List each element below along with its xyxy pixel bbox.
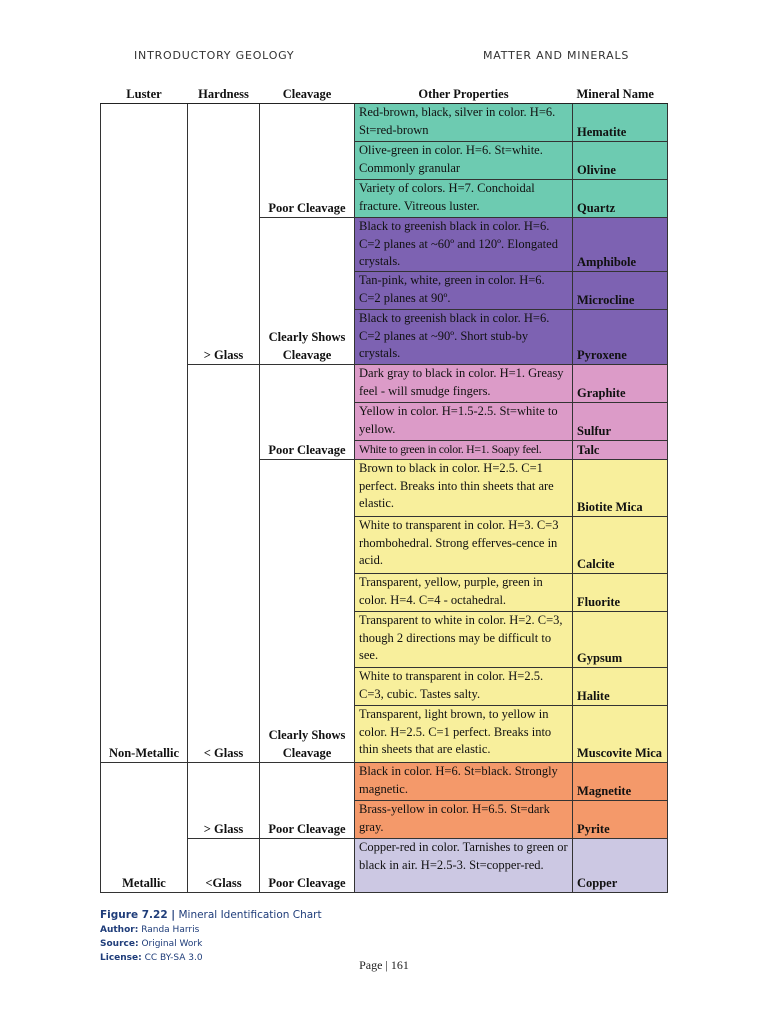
header-cleavage: Cleavage <box>260 83 355 104</box>
mineral-name-cell: Calcite <box>573 517 668 574</box>
other-properties-cell: Transparent to white in color. H=2. C=3, though 2 directions may be difficult to see. <box>355 612 573 668</box>
header-other-properties: Other Properties <box>355 83 573 104</box>
hardness-greater-than-glass: > Glass <box>188 763 260 839</box>
running-head-left: INTRODUCTORY GEOLOGY <box>134 49 295 62</box>
mineral-name-cell: Pyrite <box>573 801 668 839</box>
cleavage-poor: Poor Cleavage <box>260 763 355 839</box>
source-line <box>100 937 322 951</box>
luster-non-metallic: Non-Metallic <box>101 104 188 763</box>
header-mineral-name: Mineral Name <box>573 83 668 104</box>
author-value: Randa Harris <box>141 925 200 935</box>
license-label: License: <box>100 953 142 963</box>
hardness-greater-than-glass: > Glass <box>188 104 260 365</box>
other-properties-cell: Transparent, light brown, to yellow in color. H=2.5. C=1 perfect. Breaks into thin sheets that are elastic. <box>355 706 573 763</box>
mineral-name-cell: Amphibole <box>573 218 668 272</box>
other-properties-cell: White to green in color. H=1. Soapy feel. <box>355 441 573 460</box>
cleavage-poor: Poor Cleavage <box>260 104 355 218</box>
source-label: Source: <box>100 939 139 949</box>
other-properties-cell: White to transparent in color. H=2.5. C=3, cubic. Tastes salty. <box>355 668 573 706</box>
header-luster: Luster <box>101 83 188 104</box>
mineral-name-cell: Gypsum <box>573 612 668 668</box>
header-hardness: Hardness <box>188 83 260 104</box>
other-properties-cell: Red-brown, black, silver in color. H=6. St=red-brown <box>355 104 573 142</box>
cleavage-clearly-shows: Clearly Shows Cleavage <box>260 218 355 365</box>
mineral-name-cell: Quartz <box>573 180 668 218</box>
table-header-row <box>101 83 668 104</box>
other-properties-cell: Black to greenish black in color. H=6. C=2 planes at ~60º and 120º. Elongated crystals. <box>355 218 573 272</box>
other-properties-cell: Brown to black in color. H=2.5. C=1 perfect. Breaks into thin sheets that are elastic. <box>355 460 573 517</box>
table-row <box>101 104 668 142</box>
mineral-name-cell: Hematite <box>573 104 668 142</box>
other-properties-cell: Black to greenish black in color. H=6. C=2 planes at ~90º. Short stub-by crystals. <box>355 310 573 365</box>
figure-title-line <box>100 908 322 923</box>
figure-caption <box>100 908 322 965</box>
mineral-name-cell: Pyroxene <box>573 310 668 365</box>
mineral-name-cell: Copper <box>573 839 668 893</box>
cleavage-poor: Poor Cleavage <box>260 365 355 460</box>
mineral-name-cell: Olivine <box>573 142 668 180</box>
other-properties-cell: Yellow in color. H=1.5-2.5. St=white to yellow. <box>355 403 573 441</box>
mineral-name-cell: Sulfur <box>573 403 668 441</box>
other-properties-cell: Variety of colors. H=7. Conchoidal fracture. Vitreous luster. <box>355 180 573 218</box>
figure-title: Mineral Identification Chart <box>178 909 322 921</box>
author-line <box>100 923 322 937</box>
running-head-right: MATTER AND MINERALS <box>483 49 630 62</box>
other-properties-cell: Black in color. H=6. St=black. Strongly magnetic. <box>355 763 573 801</box>
cleavage-poor: Poor Cleavage <box>260 839 355 893</box>
hardness-less-than-glass: <Glass <box>188 839 260 893</box>
source-value: Original Work <box>141 939 203 949</box>
hardness-less-than-glass: < Glass <box>188 365 260 763</box>
mineral-name-cell: Magnetite <box>573 763 668 801</box>
other-properties-cell: Transparent, yellow, purple, green in color. H=4. C=4 - octahedral. <box>355 574 573 612</box>
mineral-name-cell: Muscovite Mica <box>573 706 668 763</box>
mineral-name-cell: Graphite <box>573 365 668 403</box>
mineral-name-cell: Halite <box>573 668 668 706</box>
mineral-name-cell: Fluorite <box>573 574 668 612</box>
mineral-name-cell: Microcline <box>573 272 668 310</box>
license-value: CC BY-SA 3.0 <box>144 953 203 963</box>
page-number: Page | 161 <box>359 958 409 972</box>
figure-label: Figure 7.22 | <box>100 909 176 921</box>
table-row <box>101 763 668 801</box>
other-properties-cell: Copper-red in color. Tarnishes to green or black in air. H=2.5-3. St=copper-red. <box>355 839 573 893</box>
other-properties-cell: Olive-green in color. H=6. St=white. Commonly granular <box>355 142 573 180</box>
other-properties-cell: Dark gray to black in color. H=1. Greasy feel - will smudge fingers. <box>355 365 573 403</box>
other-properties-cell: Brass-yellow in color. H=6.5. St=dark gray. <box>355 801 573 839</box>
other-properties-cell: Tan-pink, white, green in color. H=6. C=2 planes at 90º. <box>355 272 573 310</box>
author-label: Author: <box>100 925 139 935</box>
mineral-identification-table <box>100 83 668 893</box>
luster-metallic: Metallic <box>101 763 188 893</box>
mineral-name-cell: Talc <box>573 441 668 460</box>
mineral-name-cell: Biotite Mica <box>573 460 668 517</box>
other-properties-cell: White to transparent in color. H=3. C=3 rhombohedral. Strong efferves-cence in acid. <box>355 517 573 574</box>
cleavage-clearly-shows: Clearly Shows Cleavage <box>260 460 355 763</box>
